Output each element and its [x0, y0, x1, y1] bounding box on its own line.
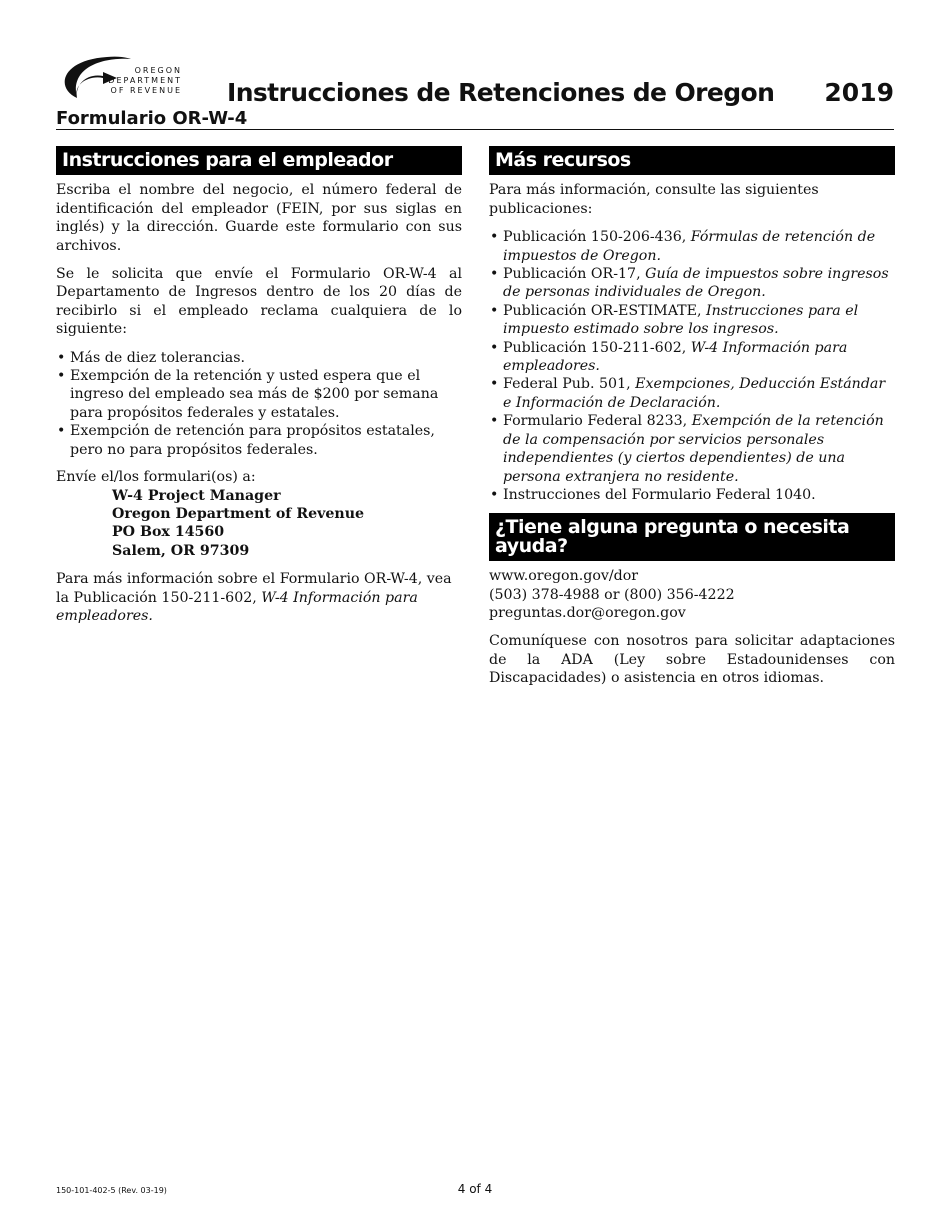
form-id: Formulario OR-W-4 [56, 108, 248, 129]
paragraph: Escriba el nombre del negocio, el número federal de identificación del empleador (FEIN, por sus siglas en inglés) y la dirección. Guarde este formulario con sus archivos. [56, 182, 462, 254]
send-to-label: Envíe el/los formulari(os) a: [56, 469, 256, 486]
address-line: Salem, OR 97309 [112, 542, 250, 559]
mailing-address [112, 487, 462, 561]
publication-title: W-4 Información para empleadores. [503, 339, 848, 375]
header-divider [56, 129, 894, 130]
resources-intro: Para más información, consulte las siguientes publicaciones: [489, 182, 819, 217]
resources-column [489, 146, 895, 698]
phone-numbers: (503) 378-4988 or (800) 356-4222 [489, 586, 735, 603]
address-line: Oregon Department of Revenue [112, 505, 365, 522]
logo-text-line: OREGON [134, 66, 182, 75]
paragraph: Se le solicita que envíe el Formulario OR-W-4 al Departamento de Ingresos dentro de los 20 días de recibirlo si el empleado reclama cualquiera de lo siguiente: [56, 266, 462, 338]
oregon-dor-logo [55, 54, 190, 100]
list-item [489, 265, 895, 302]
list-item [489, 228, 895, 265]
resources-heading: Más recursos [489, 146, 895, 175]
more-info-text: Para más información sobre el Formulario OR-W-4, vea la Publicación 150-211-602, [56, 571, 452, 606]
page-title: Instrucciones de Retenciones de Oregon [227, 78, 775, 107]
list-item [489, 339, 895, 376]
publication-number: Publicación 150-211-602, [503, 339, 691, 356]
page-number: 4 of 4 [457, 1182, 493, 1196]
publication-number: Publicación OR-ESTIMATE, [503, 302, 707, 319]
list-item [489, 412, 895, 486]
email-link[interactable]: preguntas.dor@oregon.gov [489, 604, 686, 621]
employer-instructions-column [56, 146, 462, 635]
publication-title: Instrucciones para el impuesto estimado sobre los ingresos. [503, 302, 859, 338]
form-code: 150-101-402-5 (Rev. 03-19) [56, 1186, 167, 1195]
publication-title: Fórmulas de retención de impuestos de Oregon. [503, 229, 876, 264]
publication-number: Instrucciones del Formulario Federal 1040. [503, 486, 816, 503]
list-item [489, 375, 895, 412]
publication-title: Guía de impuestos sobre ingresos de personas individuales de Oregon. [503, 266, 889, 301]
publication-number: Formulario Federal 8233, [503, 413, 692, 430]
list-item: • Más de diez tolerancias. [56, 349, 462, 367]
address-line: PO Box 14560 [112, 524, 225, 541]
help-heading: ¿Tiene alguna pregunta o necesita ayuda? [489, 513, 895, 561]
logo-text-line: OF REVENUE [110, 86, 182, 95]
conditions-list [56, 349, 462, 459]
publication-title: W-4 Información para empleadores. [56, 589, 418, 624]
list-item: • Exempción de la retención y usted espera que el ingreso del empleado sea más de $200 por semana para propósitos federales y estatales. [56, 367, 462, 422]
publication-number: Federal Pub. 501, [503, 376, 636, 393]
list-item [489, 302, 895, 339]
tax-year: 2019 [824, 78, 894, 107]
more-info-paragraph [56, 570, 462, 625]
website-link[interactable]: www.oregon.gov/dor [489, 568, 639, 585]
publication-number: Publicación OR-17, [503, 266, 646, 283]
address-line: W-4 Project Manager [112, 487, 281, 504]
publication-title: Exempciones, Deducción Estándar e Información de Declaración. [503, 376, 886, 411]
ada-paragraph: Comuníquese con nosotros para solicitar adaptaciones de la ADA (Ley sobre Estadounidenses con Discapacidades) o asistencia en otros idiomas. [489, 633, 895, 687]
publication-number: Publicación 150-206-436, [503, 229, 691, 246]
contact-info [489, 567, 895, 622]
resources-list [489, 228, 895, 504]
list-item: • Exempción de retención para propósitos estatales, pero no para propósitos federales. [56, 422, 462, 459]
logo-text-line: DEPARTMENT [108, 76, 182, 85]
publication-title: Exempción de la retención de la compensación por servicios personales independientes (y ciertos dependientes) de una persona extranjera no residente. [503, 413, 884, 485]
employer-instructions-heading: Instrucciones para el empleador [56, 146, 462, 175]
list-item [489, 486, 895, 504]
